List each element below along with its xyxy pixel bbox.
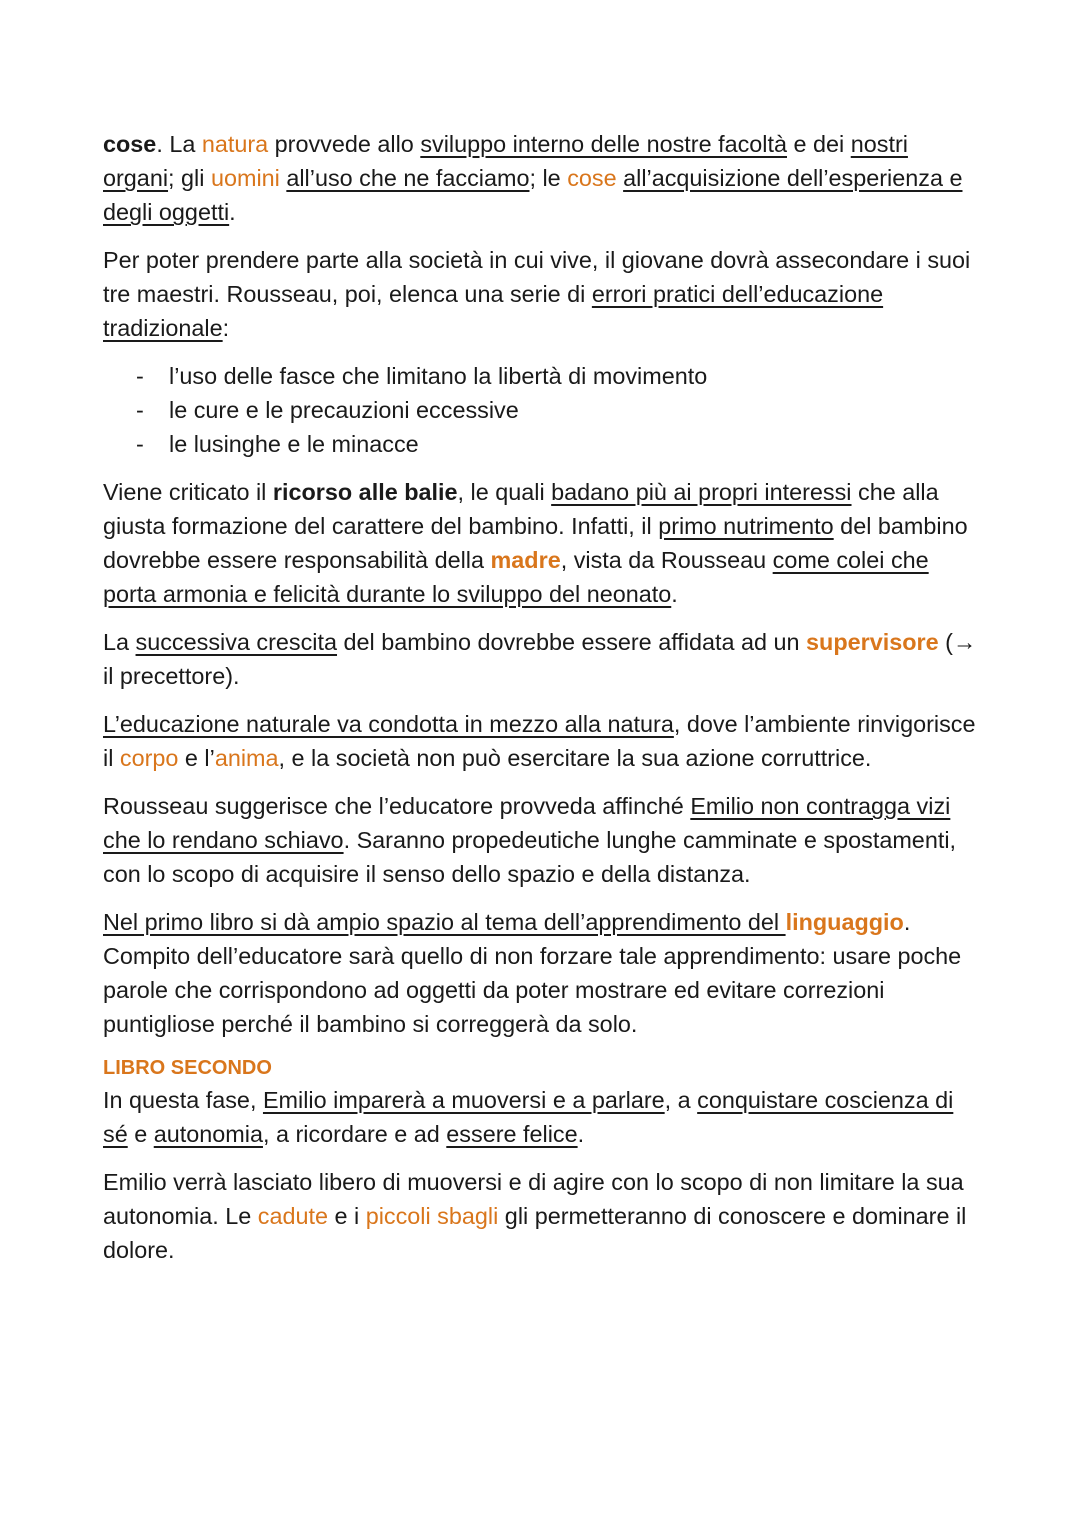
term-supervisore: supervisore [806,629,939,655]
document-page [103,127,983,1281]
errors-list [103,359,983,461]
term-corpo: corpo [119,745,179,771]
paragraph-errori-pratici: Per poter prendere parte alla società in cui vive, il giovane dovrà assecondare i suoi tre maestri. Rousseau, poi, elenca una serie di errori pratici dell’educazione tradizionale: [103,247,971,341]
term-anima: anima [214,745,279,771]
paragraph-linguaggio: Nel primo libro si dà ampio spazio al tema dell’apprendimento del linguaggio. Compito dell’educatore sarà quello di non forzare tale apprendimento: usare poche parole che corrispondono ad oggetti da poter mostrare ed evitare correzioni puntigliose perché il bambino si correggerà da solo. [103,909,962,1037]
term-madre: madre [490,547,561,573]
paragraph-vizi: Rousseau suggerisce che l’educatore provveda affinché Emilio non contragga vizi che lo rendano schiavo. Saranno propedeutiche lunghe camminate e spostamenti, con lo scopo di acquisire il senso dello spazio e della distanza. [103,793,957,887]
term-natura: natura [201,131,269,157]
list-item: - le lusinghe e le minacce [136,431,419,457]
section-title: LIBRO SECONDO [103,1057,272,1079]
term-cose-orange: cose [567,165,617,191]
paragraph-tre-maestri: cose. La natura provvede allo sviluppo interno delle nostre facoltà e dei nostri organi; gli uomini all’uso che ne facciamo; le cose all’acquisizione dell’esperienza e degli oggetti. [103,131,963,225]
term-cose: cose [103,131,157,157]
paragraph-autonomia: Emilio verrà lasciato libero di muoversi e di agire con lo scopo di non limitare la sua autonomia. Le cadute e i piccoli sbagli gli permetteranno di conoscere e dominare il dolore. [103,1169,967,1263]
paragraph-balie: Viene criticato il ricorso alle balie, le quali badano più ai propri interessi che alla giusta formazione del carattere del bambino. Infatti, il primo nutrimento del bambino dovrebbe essere responsabilità della madre, vista da Rousseau come colei che porta armonia e felicità durante lo sviluppo del neonato. [103,479,968,607]
term-linguaggio: linguaggio [785,909,904,935]
term-piccoli-sbagli: piccoli sbagli [365,1203,499,1229]
paragraph-libro-secondo: In questa fase, Emilio imparerà a muoversi e a parlare, a conquistare coscienza di sé e autonomia, a ricordare e ad essere felice. [103,1087,954,1147]
paragraph-educazione-naturale: L’educazione naturale va condotta in mezzo alla natura, dove l’ambiente rinvigorisce il corpo e l’anima, e la società non può esercitare la sua azione corruttrice. [103,711,976,771]
list-item: - l’uso delle fasce che limitano la libertà di movimento [136,363,708,389]
term-uomini: uomini [210,165,280,191]
list-item: - le cure e le precauzioni eccessive [136,397,519,423]
paragraph-supervisore: La successiva crescita del bambino dovrebbe essere affidata ad un supervisore (→ il precettore). [103,629,977,689]
term-cadute: cadute [257,1203,328,1229]
